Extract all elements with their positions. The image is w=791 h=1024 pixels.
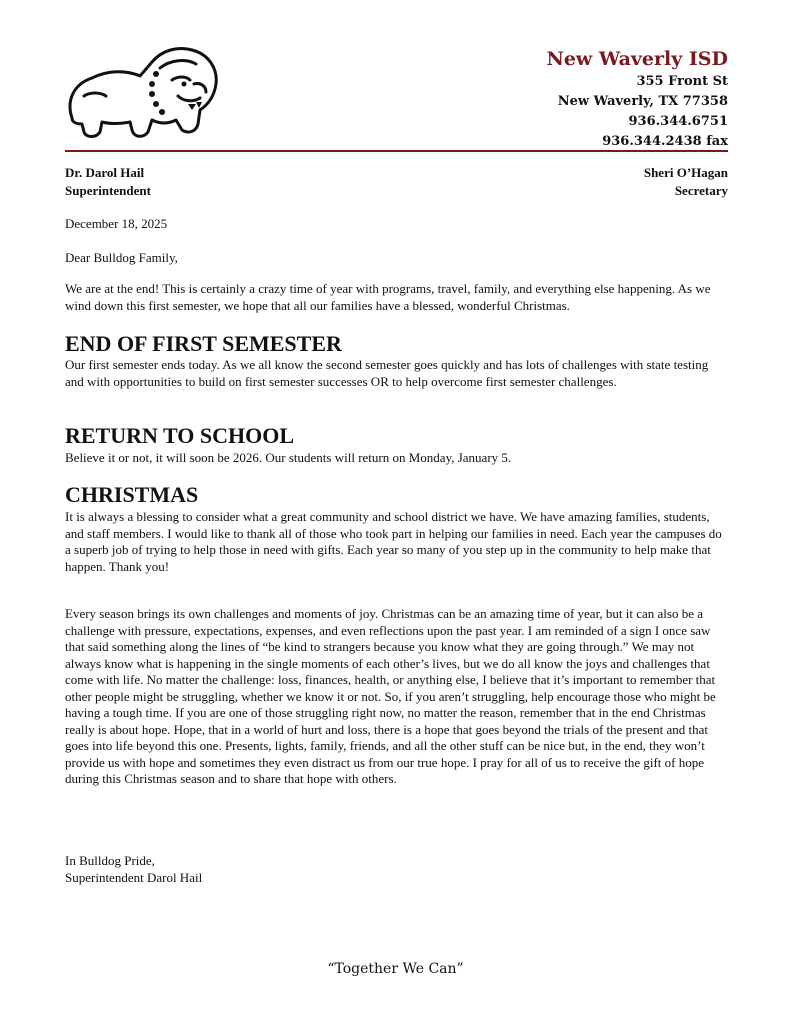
fax-number: 936.344.2438 fax — [602, 134, 728, 149]
secretary-block — [644, 164, 728, 200]
superintendent-name: Dr. Darol Hail — [65, 165, 145, 180]
district-header — [546, 48, 728, 152]
address-street: 355 Front St — [636, 74, 728, 89]
section-text-christmas: It is always a blessing to consider what a great community and school district we have. We have amazing families, students, and staff members. I would like to thank all of those who took part in helping our families in need. Each year the campuses do a superb job of trying to help those in need with gifts. Each year so many of you step up in the community to help make that happen. Thank you! — [65, 509, 722, 574]
header-divider — [65, 150, 728, 152]
letter-greeting: Dear Bulldog Family, — [65, 250, 178, 265]
reflection-paragraph: Every season brings its own challenges and moments of joy. Christmas can be an amazing time of year, but it can also be a challenge with pressure, expectations, expenses, and even reflections upon the past year. I am reminded of a sign I once saw that said something along the lines of “be kind to strangers because you know what they are going through.” We may not always know what is happening in the single moments of each other’s lives, but we do all know the joys and challenges that come with life. No matter the challenge: loss, finances, health, or anything else, I believe that it’s important to remember that other people might be struggling, whether we know it or not. So, if you aren’t struggling, help encourage those who might be having a tough time. If you are one of those struggling right now, no matter the reason, remember that in the end Christmas really is about hope. Hope, that in a world of hurt and loss, there is a hope that goes beyond the trials of the present and that goes into life beyond this one. Presents, lights, family, friends, and all the other stuff can be nice but, in the end, they won’t provide us with hope and sometimes they even distract us from our true hope. I pray for all of us to receive the gift of hope during this Christmas season and to share that hope with others. — [65, 606, 716, 786]
bulldog-logo-icon — [60, 40, 230, 140]
section-heading-return: RETURN TO SCHOOL — [65, 423, 295, 448]
letter-date: December 18, 2025 — [65, 216, 168, 231]
intro-paragraph: We are at the end! This is certainly a crazy time of year with programs, travel, family, and everything else happening. As we wind down this first semester, we hope that all our families have a blessed, wonderful Christmas. — [65, 281, 711, 313]
footer-motto: “Together We Can” — [327, 961, 464, 977]
phone-number: 936.344.6751 — [628, 114, 728, 129]
secretary-title: Secretary — [674, 183, 728, 198]
closing-line: In Bulldog Pride, — [65, 853, 155, 868]
district-name: New Waverly ISD — [546, 48, 728, 70]
section-heading-semester: END OF FIRST SEMESTER — [65, 331, 342, 356]
superintendent-title: Superintendent — [65, 183, 151, 198]
address-city: New Waverly, TX 77358 — [557, 94, 728, 109]
secretary-name: Sheri O’Hagan — [643, 165, 728, 180]
section-text-semester: Our first semester ends today. As we all know the second semester goes quickly and has lots of challenges with state testing and with opportunities to build on first semester successes OR to help overcome first semester challenges. — [65, 357, 709, 389]
section-heading-christmas: CHRISTMAS — [65, 482, 199, 507]
letter-closing — [65, 852, 730, 886]
section-text-return: Believe it or not, it will soon be 2026. Our students will return on Monday, January 5. — [65, 450, 512, 465]
superintendent-block — [65, 164, 151, 200]
signature-line: Superintendent Darol Hail — [65, 870, 203, 885]
